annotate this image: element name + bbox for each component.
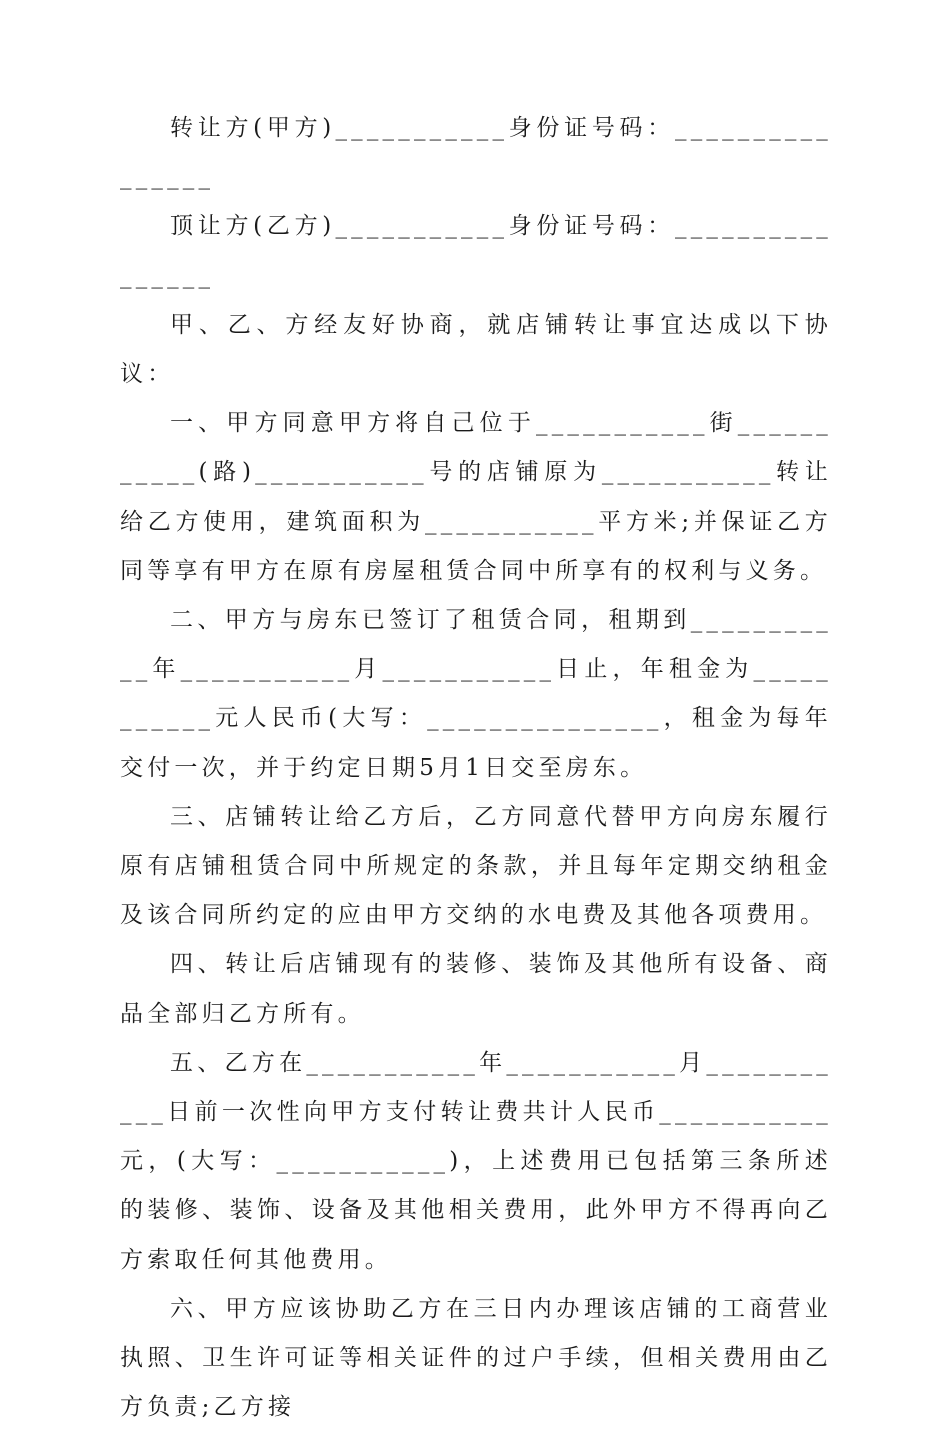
clause-2-paragraph: 二、甲方与房东已签订了租赁合同，租期到___________年___________月___________日止，年租金为___________元人民币(大写：_______________，租金为每年交付一次，并于约定日期5月1日交至房东。 [120, 607, 832, 781]
transferee-line: 顶让方(乙方)___________身份证号码：________________ [120, 213, 832, 289]
preamble-paragraph: 甲、乙、方经友好协商，就店铺转让事宜达成以下协议： [120, 311, 832, 388]
clause-1-paragraph: 一、甲方同意甲方将自己位于___________街___________(路)___________号的店铺原为___________转让给乙方使用，建筑面积为___________平方米;并保证乙方同等享有甲方在原有房屋租赁合同中所享有的权利与义务。 [120, 410, 832, 584]
transferor-line: 转让方(甲方)___________身份证号码：________________ [120, 115, 832, 191]
clause-5-paragraph: 五、乙方在___________年___________月___________日前一次性向甲方支付转让费共计人民币___________元，(大写：___________)，上述费用已包括第三条所述的装修、装饰、设备及其他相关费用，此外甲方不得再向乙方索取任何其他费用。 [120, 1049, 832, 1273]
clause-4-paragraph: 四、转让后店铺现有的装修、装饰及其他所有设备、商品全部归乙方所有。 [120, 951, 832, 1027]
clause-6-paragraph: 六、甲方应该协助乙方在三日内办理该店铺的工商营业执照、卫生许可证等相关证件的过户手续，但相关费用由乙方负责;乙方接 [120, 1295, 832, 1421]
clause-3-paragraph: 三、店铺转让给乙方后，乙方同意代替甲方向房东履行原有店铺租赁合同中所规定的条款，并且每年定期交纳租金及该合同所约定的应由甲方交纳的水电费及其他各项费用。 [120, 803, 832, 929]
contract-body [120, 104, 832, 1432]
